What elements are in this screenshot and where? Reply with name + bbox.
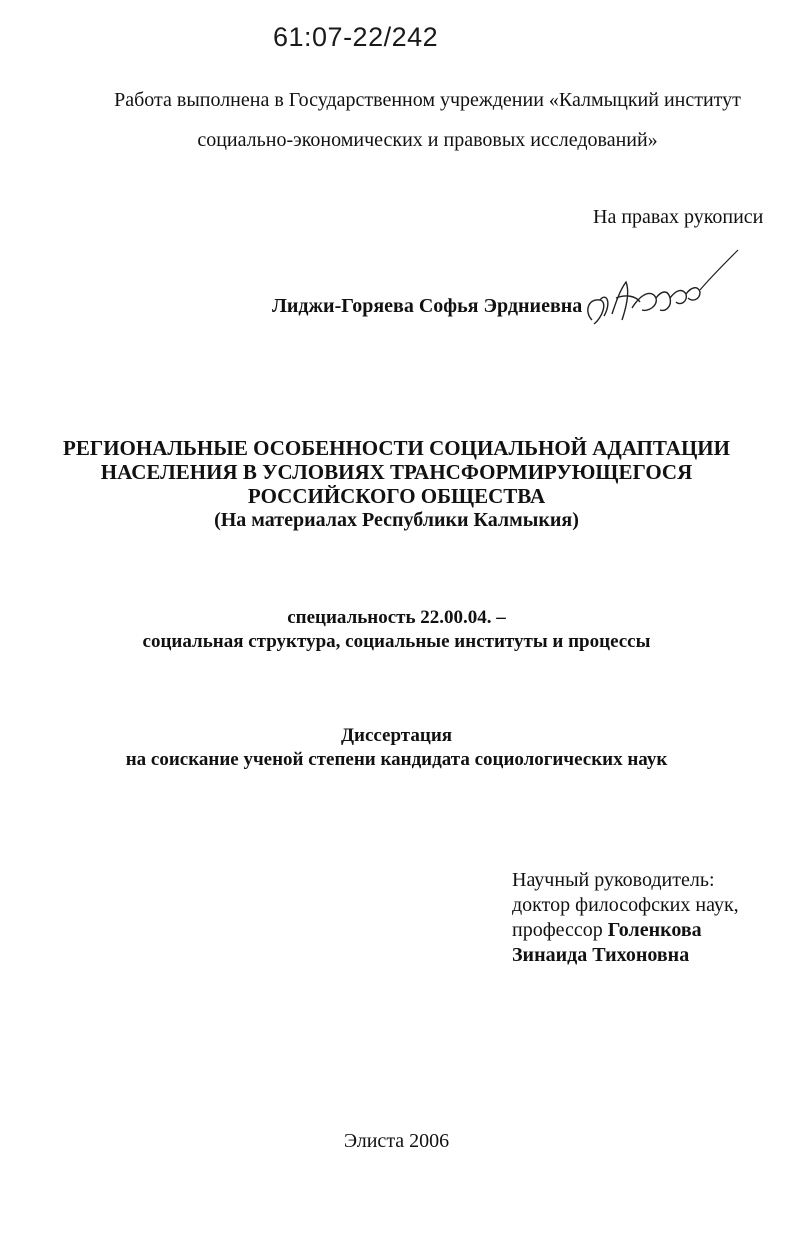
advisor-rank-line — [512, 918, 739, 943]
advisor-title: доктор философских наук, — [512, 894, 739, 916]
specialty-name: социальная структура, социальные институты и процессы — [142, 631, 651, 652]
advisor-rank: профессор — [512, 919, 603, 941]
advisor-label: Научный руководитель: — [512, 869, 715, 891]
institution-line-2: социально-экономических и правовых исследований» — [197, 129, 658, 151]
title-line-3: РОССИЙСКОГО ОБЩЕСТВА — [247, 484, 546, 508]
city-year: Элиста 2006 — [343, 1130, 450, 1152]
manuscript-rights: На правах рукописи — [593, 206, 764, 228]
title-subtitle: (На материалах Республики Калмыкия) — [214, 509, 579, 531]
dissertation-degree: на соискание ученой степени кандидата социологических наук — [125, 749, 668, 770]
specialty-code: специальность 22.00.04. – — [287, 607, 506, 628]
institution-line-1: Работа выполнена в Государственном учреждении «Калмыцкий институт — [114, 89, 741, 111]
advisor-given-names: Зинаида Тихоновна — [512, 944, 690, 966]
author-name: Лиджи-Горяева Софья Эрдниевна — [272, 295, 583, 317]
title-line-2: НАСЕЛЕНИЯ В УСЛОВИЯХ ТРАНСФОРМИРУЮЩЕГОСЯ — [100, 460, 693, 484]
dissertation-label: Диссертация — [340, 725, 453, 746]
title-line-1: РЕГИОНАЛЬНЫЕ ОСОБЕННОСТИ СОЦИАЛЬНОЙ АДАПТАЦИИ — [63, 436, 730, 460]
advisor-block — [512, 868, 739, 968]
author-signature — [582, 232, 742, 342]
specialty-block — [0, 606, 793, 654]
institution-note — [60, 80, 793, 160]
dissertation-title — [0, 436, 793, 532]
advisor-surname: Голенкова — [607, 919, 702, 941]
dissertation-block — [0, 724, 793, 772]
catalog-number: 61:07-22/242 — [273, 22, 439, 52]
